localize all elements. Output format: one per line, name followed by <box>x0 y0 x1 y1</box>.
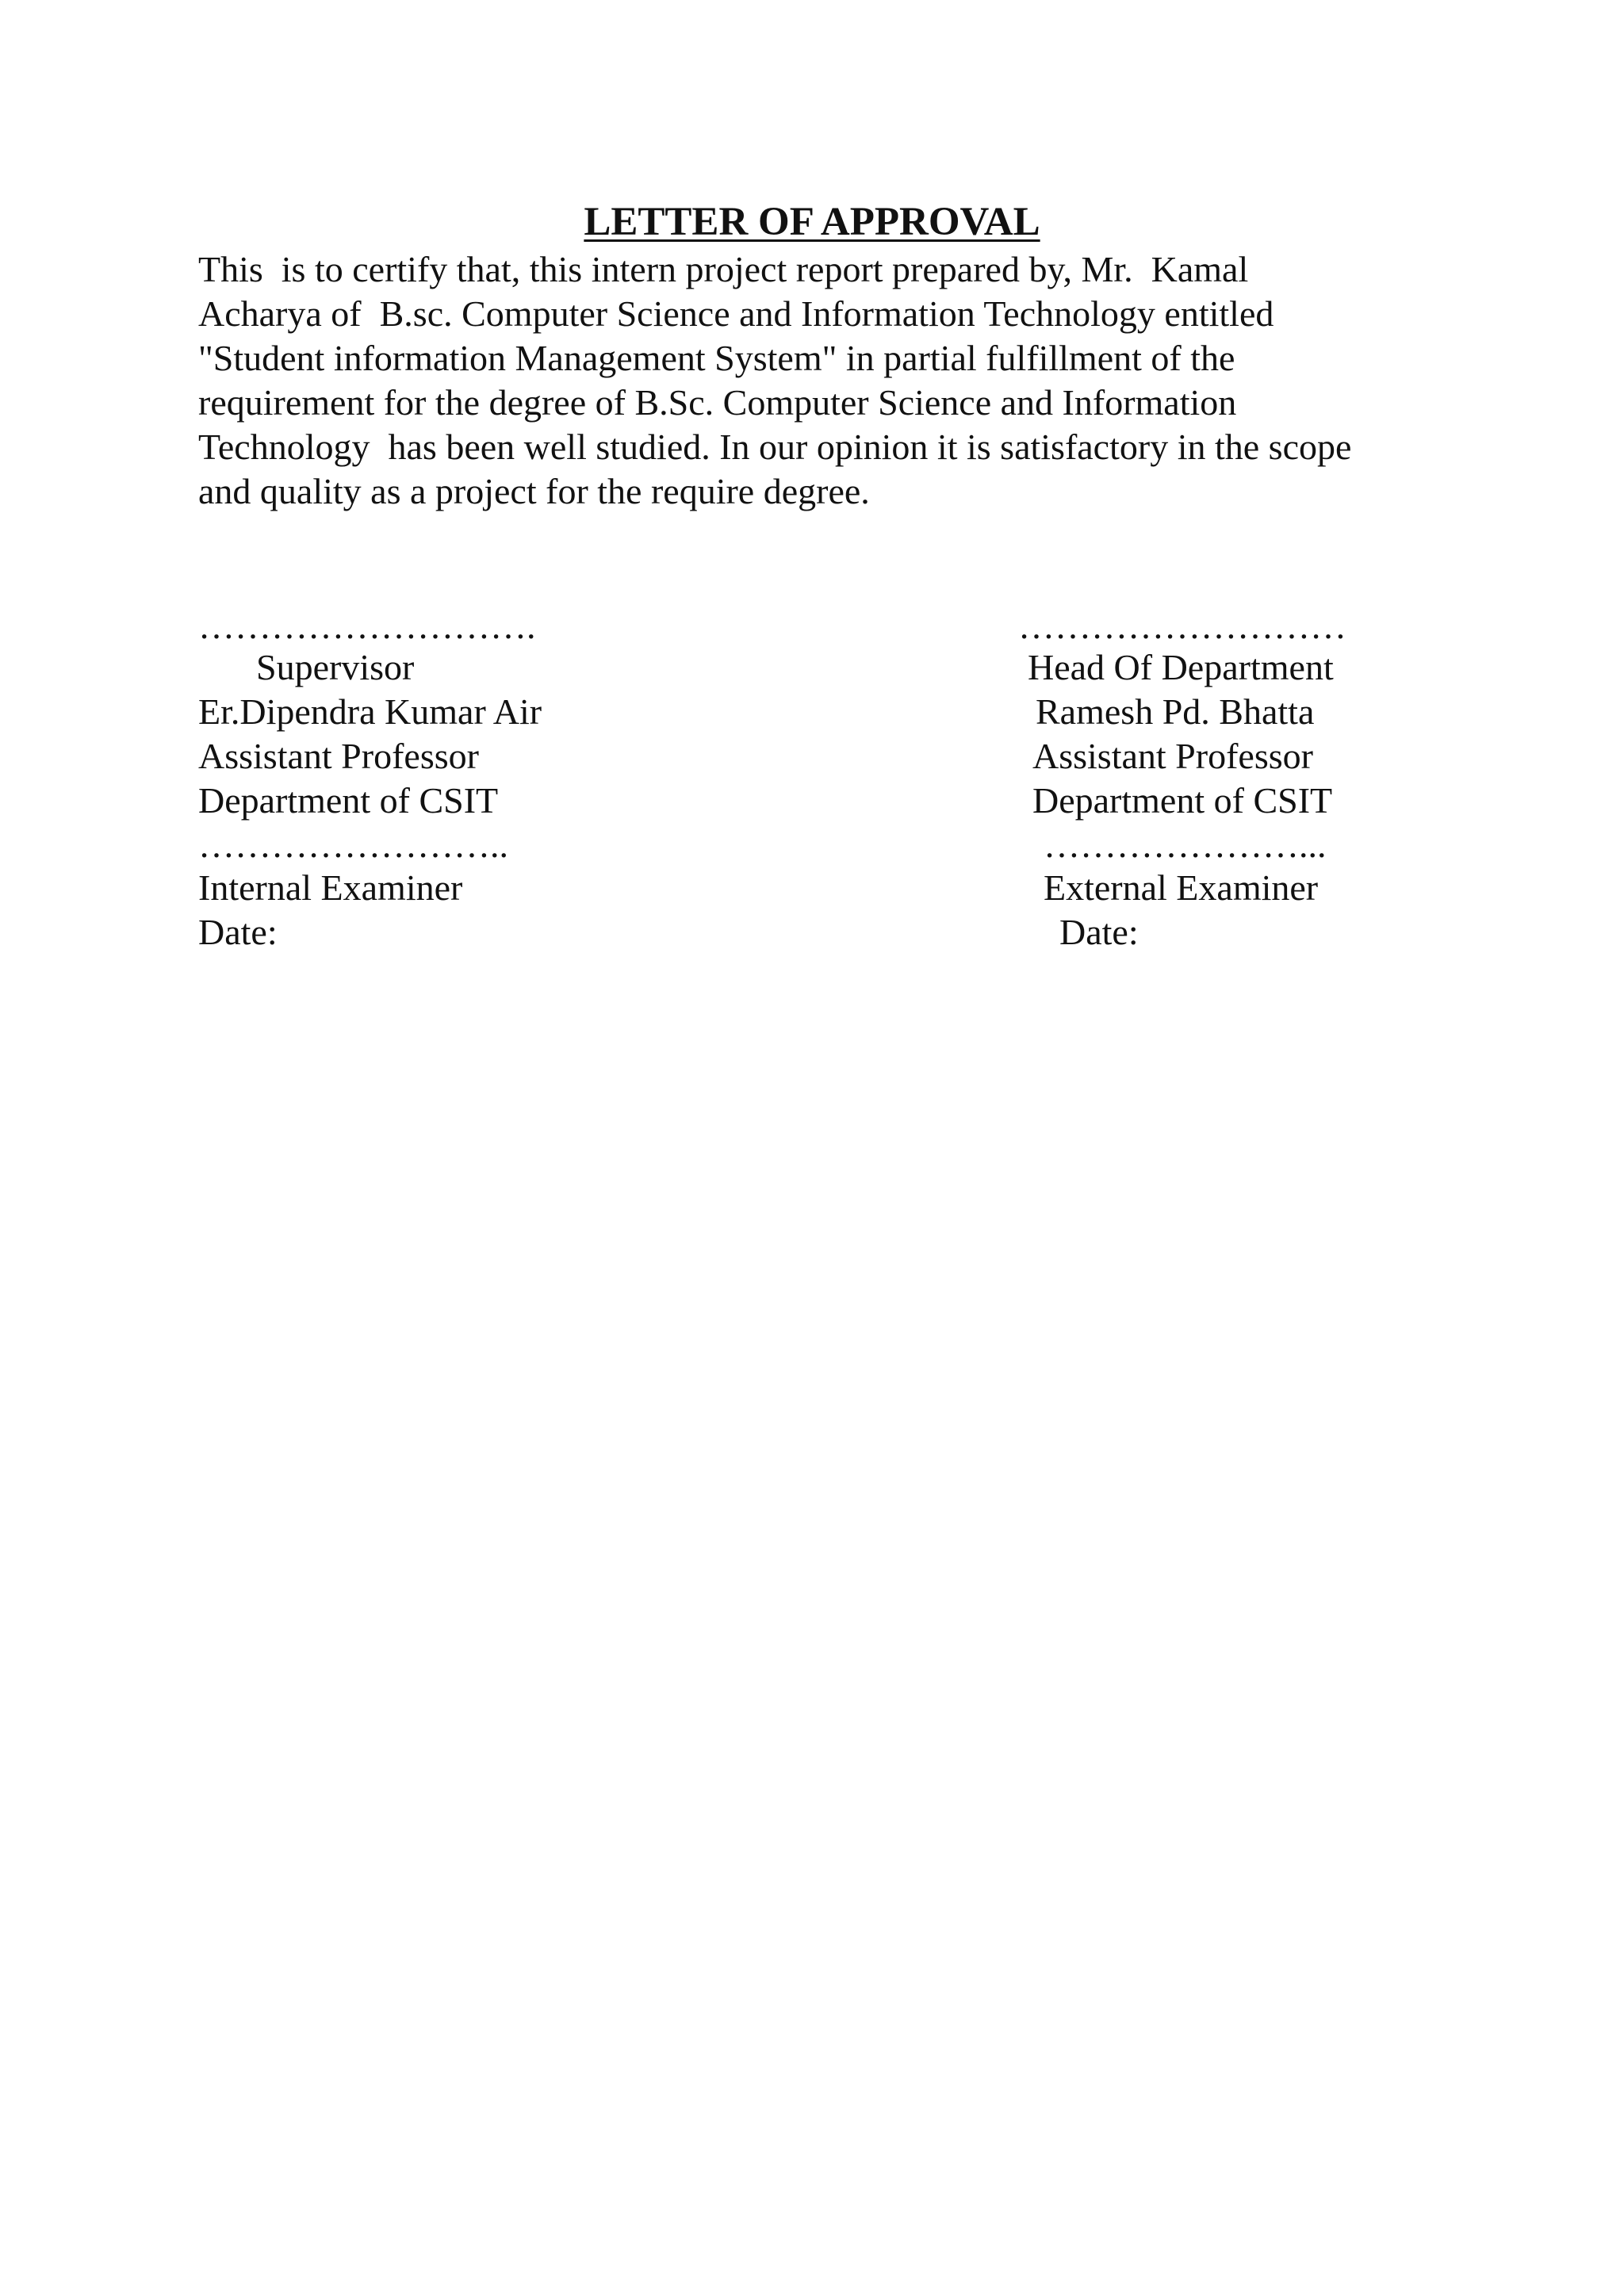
signature-dotted-line: …………………….. <box>198 825 508 865</box>
hod-role: Head Of Department <box>1028 647 1334 687</box>
hod-designation: Assistant Professor <box>1032 736 1313 776</box>
external-examiner-date-label: Date: <box>1059 912 1139 952</box>
signature-dotted-line: ……………………… <box>1018 606 1346 646</box>
supervisor-designation: Assistant Professor <box>198 736 479 776</box>
signature-dotted-line: …………………... <box>1044 825 1327 865</box>
body-line: Acharya of B.sc. Computer Science and Information Technology entitled <box>198 293 1274 334</box>
body-line: requirement for the degree of B.Sc. Computer Science and Information <box>198 382 1237 423</box>
body-line: and quality as a project for the require degree. <box>198 471 870 511</box>
body-line: "Student information Management System" in partial fulfillment of the <box>198 338 1235 378</box>
hod-name: Ramesh Pd. Bhatta <box>1036 691 1315 732</box>
internal-examiner-role: Internal Examiner <box>198 867 463 908</box>
body-line: This is to certify that, this intern project report prepared by, Mr. Kamal <box>198 249 1249 289</box>
external-examiner-role: External Examiner <box>1044 867 1319 908</box>
supervisor-department: Department of CSIT <box>198 780 499 821</box>
supervisor-role: Supervisor <box>256 647 415 687</box>
internal-examiner-date-label: Date: <box>198 912 278 952</box>
signature-dotted-line: ………………………. <box>198 606 536 646</box>
hod-department: Department of CSIT <box>1032 780 1333 821</box>
letter-title: LETTER OF APPROVAL <box>584 200 1040 244</box>
body-line: Technology has been well studied. In our opinion it is satisfactory in the scope <box>198 427 1352 467</box>
supervisor-name: Er.Dipendra Kumar Air <box>198 691 542 732</box>
